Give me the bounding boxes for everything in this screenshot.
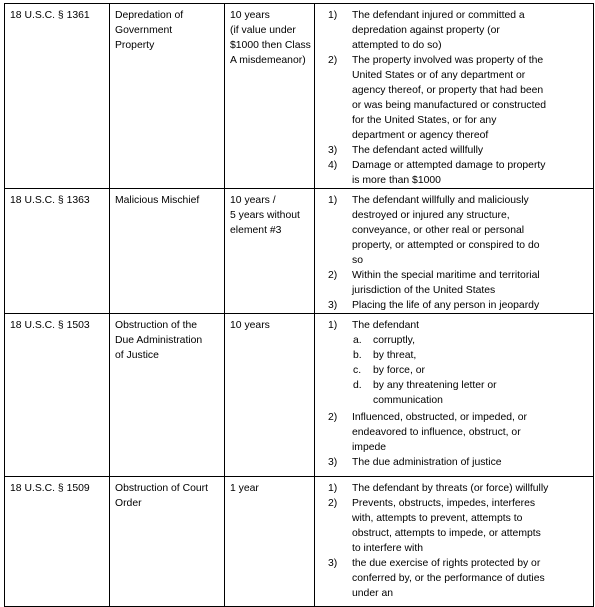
offense-line: of Justice (115, 350, 159, 361)
element-line: The defendant by threats (or force) willfully (352, 483, 549, 494)
offense-line: Malicious Mischief (115, 195, 200, 206)
element-line: is more than $1000 (352, 175, 441, 186)
element-item (320, 268, 589, 298)
element-line: depredation against property (or (352, 25, 500, 36)
element-line: jurisdiction of the United States (352, 285, 496, 296)
element-line: The defendant (352, 320, 420, 331)
statute-table-body (5, 4, 594, 607)
element-number: 2) (328, 55, 338, 66)
element-item (320, 455, 589, 470)
element-line: The defendant injured or committed a (352, 10, 525, 21)
element-line: conferred by, or the performance of duties (352, 573, 545, 584)
element-item (320, 318, 589, 333)
table-row (5, 4, 594, 189)
element-line: United States or of any department or (352, 70, 526, 81)
element-item (320, 496, 589, 556)
sub-element-item (320, 378, 589, 408)
offense-cell (110, 189, 225, 314)
element-item (320, 193, 589, 268)
element-line: to interfere with (352, 543, 424, 554)
penalty-line: 10 years (230, 10, 270, 21)
element-item (320, 298, 589, 313)
offense-cell (110, 4, 225, 189)
element-line: Placing the life of any person in jeopardy (352, 300, 540, 311)
sub-element-line: by threat, (373, 350, 417, 361)
element-line: The defendant acted willfully (352, 145, 484, 156)
element-item (320, 8, 589, 53)
statute-citation: 18 U.S.C. § 1509 (10, 483, 90, 494)
statute-cell (5, 4, 110, 189)
element-line: The due administration of justice (352, 457, 502, 468)
penalty-cell (225, 4, 315, 189)
element-line: Damage or attempted damage to property (352, 160, 546, 171)
offense-line: Property (115, 40, 155, 51)
element-number: 2) (328, 498, 338, 509)
element-line: the due exercise of rights protected by or (352, 558, 541, 569)
offense-line: Order (115, 498, 142, 509)
offense-cell (110, 314, 225, 477)
elements-cell (315, 314, 594, 477)
sub-element-line: corruptly, (373, 335, 415, 346)
element-line: for the United States, or for any (352, 115, 497, 126)
statute-table (4, 3, 594, 607)
document-page (4, 3, 593, 607)
sub-element-item (320, 333, 589, 348)
element-number: 4) (328, 160, 338, 171)
element-number: 1) (328, 320, 338, 331)
sub-element-letter: d. (353, 380, 362, 391)
offense-line: Government (115, 25, 173, 36)
element-item (320, 158, 589, 188)
statute-citation: 18 U.S.C. § 1503 (10, 320, 90, 331)
penalty-cell (225, 189, 315, 314)
table-row (5, 314, 594, 477)
penalty-line: element #3 (230, 225, 282, 236)
offense-cell (110, 477, 225, 607)
element-line: destroyed or injured any structure, (352, 210, 510, 221)
element-line: obstruct, attempts to impede, or attempts (352, 528, 541, 539)
penalty-cell (225, 477, 315, 607)
element-item (320, 143, 589, 158)
offense-line: Obstruction of Court (115, 483, 208, 494)
element-number: 2) (328, 270, 338, 281)
sub-element-line: communication (373, 395, 443, 406)
penalty-line: 5 years without (230, 210, 300, 221)
table-row (5, 477, 594, 607)
element-line: conveyance, or other real or personal (352, 225, 525, 236)
element-item (320, 53, 589, 143)
penalty-line: A misdemeanor) (230, 55, 306, 66)
sub-element-letter: b. (353, 350, 362, 361)
element-line: department or agency thereof (352, 130, 489, 141)
elements-cell (315, 189, 594, 314)
penalty-cell (225, 314, 315, 477)
element-line: or was being manufactured or constructed (352, 100, 547, 111)
statute-cell (5, 477, 110, 607)
table-row (5, 189, 594, 314)
element-item (320, 481, 589, 496)
sub-element-item (320, 348, 589, 363)
element-line: property, or attempted or conspired to do (352, 240, 540, 251)
element-number: 3) (328, 558, 338, 569)
sub-element-letter: a. (353, 335, 362, 346)
element-line: with, attempts to prevent, attempts to (352, 513, 523, 524)
penalty-line: 10 years (230, 320, 270, 331)
element-line: so (352, 255, 363, 266)
element-line: Within the special maritime and territorial (352, 270, 540, 281)
element-number: 1) (328, 195, 338, 206)
element-line: The property involved was property of the (352, 55, 544, 66)
statute-cell (5, 314, 110, 477)
penalty-line: (if value under (230, 25, 296, 36)
element-line: agency thereof, or property that had been (352, 85, 544, 96)
penalty-line: 10 years / (230, 195, 276, 206)
element-item (320, 410, 589, 455)
element-line: Influenced, obstructed, or impeded, or (352, 412, 528, 423)
element-number: 3) (328, 300, 338, 311)
elements-cell (315, 477, 594, 607)
element-number: 1) (328, 483, 338, 494)
sub-element-line: by force, or (373, 365, 425, 376)
element-line: endeavored to influence, obstruct, or (352, 427, 521, 438)
penalty-line: $1000 then Class (230, 40, 311, 51)
sub-element-line: by any threatening letter or (373, 380, 497, 391)
element-line: under an (352, 588, 394, 599)
sub-element-letter: c. (353, 365, 362, 376)
element-line: Prevents, obstructs, impedes, interferes (352, 498, 536, 509)
elements-cell (315, 4, 594, 189)
element-number: 3) (328, 145, 338, 156)
element-item (320, 556, 589, 601)
element-line: attempted to do so) (352, 40, 442, 51)
offense-line: Depredation of (115, 10, 184, 21)
offense-line: Due Administration (115, 335, 203, 346)
offense-line: Obstruction of the (115, 320, 198, 331)
element-line: impede (352, 442, 387, 453)
statute-citation: 18 U.S.C. § 1361 (10, 10, 90, 21)
statute-cell (5, 189, 110, 314)
element-number: 1) (328, 10, 338, 21)
statute-citation: 18 U.S.C. § 1363 (10, 195, 90, 206)
penalty-line: 1 year (230, 483, 259, 494)
element-number: 3) (328, 457, 338, 468)
element-number: 2) (328, 412, 338, 423)
sub-element-item (320, 363, 589, 378)
element-line: The defendant willfully and maliciously (352, 195, 529, 206)
